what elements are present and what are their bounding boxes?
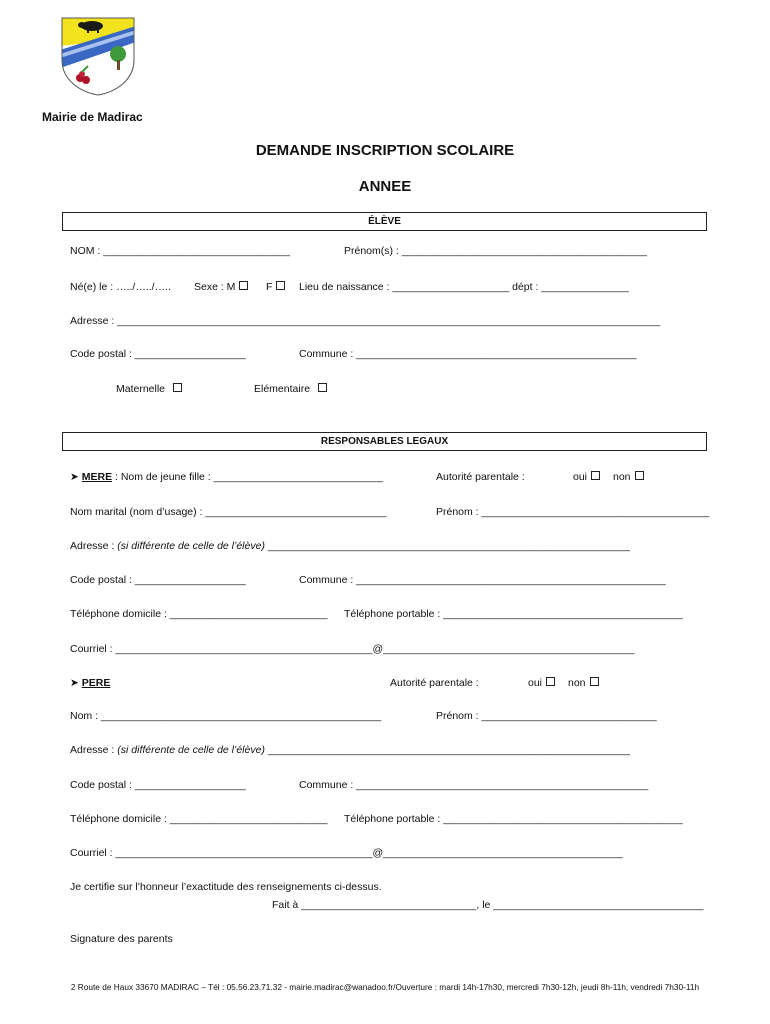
signature-label: Signature des parents	[70, 933, 173, 945]
arrow-bullet-icon: ➤	[70, 471, 79, 483]
pere-non-label: non	[568, 677, 586, 689]
pere-tel-portable-field[interactable]: Téléphone portable : _________________________________________	[344, 813, 683, 825]
pere-adresse-line[interactable]: ______________________________________________________________	[264, 744, 630, 756]
elementaire-label: Elémentaire	[254, 383, 311, 395]
mere-label: MERE	[81, 471, 113, 483]
fait-a-field[interactable]: Fait à ______________________________, le ____________________________________	[272, 899, 704, 911]
eleve-birthdate-field[interactable]: Né(e) le : …../…../…..	[70, 281, 171, 293]
pere-tel-domicile-field[interactable]: Téléphone domicile : ___________________________	[70, 813, 328, 825]
mere-non-checkbox[interactable]	[635, 471, 644, 480]
sexe-m-checkbox[interactable]	[239, 281, 248, 290]
section-eleve-header: ÉLÈVE	[62, 212, 707, 231]
pere-adresse-label: Adresse :	[70, 744, 118, 756]
mere-nom-marital-field[interactable]: Nom marital (nom d’usage) : _______________________________	[70, 506, 387, 518]
certification-text: Je certifie sur l’honneur l’exactitude des renseignements ci-dessus.	[70, 881, 382, 893]
pere-commune-field[interactable]: Commune : __________________________________________________	[299, 779, 649, 791]
pere-nom-field[interactable]: Nom : ________________________________________________	[70, 710, 382, 722]
sexe-m-option[interactable]	[194, 281, 248, 293]
annee-label: ANNEE	[358, 178, 412, 195]
mere-autorite-non-option[interactable]	[613, 471, 644, 483]
pere-label: PERE	[81, 677, 111, 689]
mairie-name: Mairie de Madirac	[42, 110, 143, 124]
mere-adresse-label: Adresse :	[70, 540, 118, 552]
sexe-f-label: F	[266, 281, 273, 293]
lieu-naissance-field[interactable]: Lieu de naissance : ____________________ dépt : _______________	[299, 281, 629, 293]
section-responsables-header: RESPONSABLES LEGAUX	[62, 432, 707, 451]
page-footer: 2 Route de Haux 33670 MADIRAC – Tél : 05.56.23.71.32 - mairie.madirac@wanadoo.fr/Ouverture : mardi 14h-17h30, mercredi 7h30-12h, jeudi 8h-11h, vendredi 7h30-11h	[70, 982, 700, 992]
document-title: DEMANDE INSCRIPTION SCOLAIRE	[255, 142, 515, 159]
mere-autorite-label: Autorité parentale :	[436, 471, 525, 483]
arrow-bullet-icon: ➤	[70, 677, 79, 689]
pere-autorite-oui-option[interactable]	[528, 677, 555, 689]
mere-oui-checkbox[interactable]	[591, 471, 600, 480]
eleve-commune-field[interactable]: Commune : ________________________________________________	[299, 348, 637, 360]
pere-adresse-field[interactable]	[70, 744, 630, 756]
pere-adresse-note: (si différente de celle de l’élève)	[117, 744, 265, 756]
eleve-nom-field[interactable]: NOM : ________________________________	[70, 245, 291, 257]
pere-oui-label: oui	[528, 677, 543, 689]
mere-code-postal-field[interactable]: Code postal : ___________________	[70, 574, 246, 586]
mere-nom-jeune-fille-field[interactable]: : Nom de jeune fille : _____________________________	[115, 471, 383, 483]
elementaire-checkbox[interactable]	[318, 383, 327, 392]
mere-non-label: non	[613, 471, 631, 483]
sexe-m-label: Sexe : M	[194, 281, 236, 293]
coat-of-arms-logo	[60, 16, 136, 96]
eleve-prenom-field[interactable]: Prénom(s) : __________________________________________	[344, 245, 648, 257]
pere-oui-checkbox[interactable]	[546, 677, 555, 686]
mere-adresse-field[interactable]	[70, 540, 630, 552]
mere-commune-field[interactable]: Commune : _____________________________________________________	[299, 574, 666, 586]
sexe-f-option[interactable]	[266, 281, 285, 293]
pere-autorite-label: Autorité parentale :	[390, 677, 479, 689]
mere-courriel-field[interactable]: Courriel : ____________________________________________@___________________________________________	[70, 643, 635, 655]
mere-adresse-note: (si différente de celle de l’élève)	[117, 540, 265, 552]
pere-courriel-field[interactable]: Courriel : ____________________________________________@_________________________________________	[70, 847, 623, 859]
elementaire-option[interactable]	[254, 383, 327, 395]
mere-adresse-line[interactable]: ______________________________________________________________	[264, 540, 630, 552]
mere-nom-jeune-fille-row[interactable]	[70, 471, 383, 483]
eleve-code-postal-field[interactable]: Code postal : ___________________	[70, 348, 246, 360]
pere-header-row	[70, 677, 110, 689]
sexe-f-checkbox[interactable]	[276, 281, 285, 290]
maternelle-checkbox[interactable]	[173, 383, 182, 392]
mere-oui-label: oui	[573, 471, 588, 483]
pere-code-postal-field[interactable]: Code postal : ___________________	[70, 779, 246, 791]
pere-autorite-non-option[interactable]	[568, 677, 599, 689]
eleve-adresse-field[interactable]: Adresse : _____________________________________________________________________________________________	[70, 315, 661, 327]
pere-non-checkbox[interactable]	[590, 677, 599, 686]
mere-autorite-oui-option[interactable]	[573, 471, 600, 483]
mere-prenom-field[interactable]: Prénom : _______________________________________	[436, 506, 710, 518]
mere-tel-portable-field[interactable]: Téléphone portable : _________________________________________	[344, 608, 683, 620]
maternelle-label: Maternelle	[116, 383, 166, 395]
mere-tel-domicile-field[interactable]: Téléphone domicile : ___________________________	[70, 608, 328, 620]
maternelle-option[interactable]	[116, 383, 182, 395]
pere-prenom-field[interactable]: Prénom : ______________________________	[436, 710, 657, 722]
